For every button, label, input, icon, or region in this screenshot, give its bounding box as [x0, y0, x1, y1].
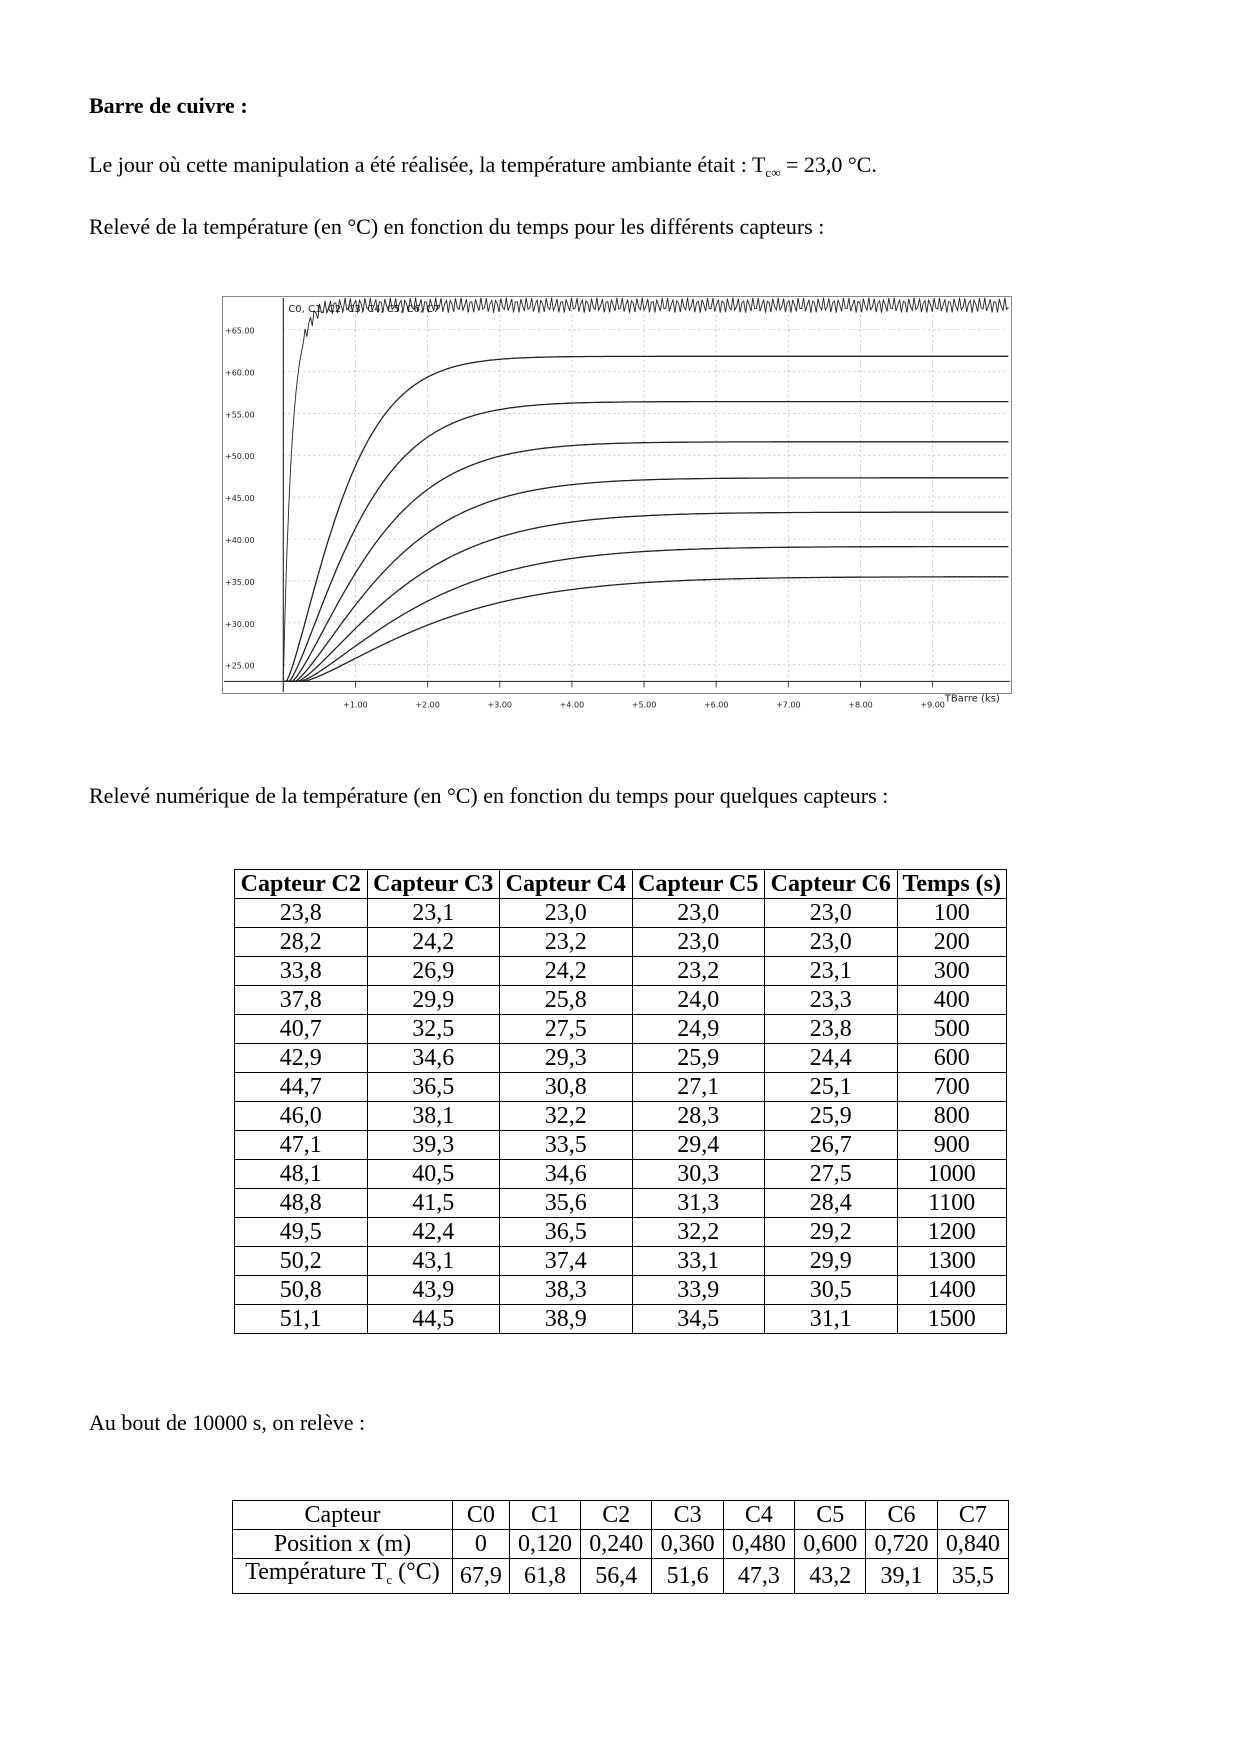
- table1-header-cell: Capteur C6: [765, 870, 898, 899]
- table1-header-cell: Capteur C3: [367, 870, 500, 899]
- table-cell: 38,1: [367, 1102, 500, 1131]
- table-row: [235, 899, 1007, 928]
- position-cell: 0,240: [581, 1530, 652, 1559]
- table-cell: 30,3: [632, 1160, 765, 1189]
- y-tick-label: +45.00: [225, 494, 255, 504]
- table-cell: 39,3: [367, 1131, 500, 1160]
- table-cell: 33,9: [632, 1276, 765, 1305]
- table-cell: 30,8: [500, 1073, 633, 1102]
- position-cell: 0,840: [937, 1530, 1008, 1559]
- table-cell: 46,0: [235, 1102, 368, 1131]
- table-cell: 31,3: [632, 1189, 765, 1218]
- table-cell: 24,2: [500, 957, 633, 986]
- x-tick-label: +8.00: [848, 700, 873, 710]
- table-cell: 800: [897, 1102, 1007, 1131]
- temperature-cell: 47,3: [723, 1559, 794, 1594]
- table2-caption: Au bout de 10000 s, on relève :: [89, 1410, 366, 1435]
- tc-subscript: c∞: [765, 165, 781, 180]
- table-cell: 42,9: [235, 1044, 368, 1073]
- ambient-temperature-sentence: [89, 152, 877, 186]
- table-cell: 34,6: [500, 1160, 633, 1189]
- table-row: [235, 957, 1007, 986]
- x-tick-label: +1.00: [343, 700, 368, 710]
- table-cell: 26,7: [765, 1131, 898, 1160]
- table-cell: 1400: [897, 1276, 1007, 1305]
- table1-header-cell: Capteur C2: [235, 870, 368, 899]
- table-row: [235, 1189, 1007, 1218]
- table-cell: 35,6: [500, 1189, 633, 1218]
- capteur-cell: C7: [937, 1501, 1008, 1530]
- capteur-cell: C1: [509, 1501, 580, 1530]
- table-cell: 23,1: [765, 957, 898, 986]
- table-cell: 33,5: [500, 1131, 633, 1160]
- table-row: [235, 1218, 1007, 1247]
- chart-caption: Relevé de la température (en °C) en fonction du temps pour les différents capteurs :: [89, 214, 825, 239]
- table-cell: 42,4: [367, 1218, 500, 1247]
- table-cell: 1100: [897, 1189, 1007, 1218]
- temperature-cell: 51,6: [652, 1559, 723, 1594]
- x-tick-label: +6.00: [703, 700, 729, 710]
- table-cell: 32,2: [500, 1102, 633, 1131]
- y-tick-label: +35.00: [225, 577, 255, 587]
- table-cell: 49,5: [235, 1218, 368, 1247]
- capteur-cell: C0: [453, 1501, 510, 1530]
- table-cell: 43,9: [367, 1276, 500, 1305]
- capteur-label: Capteur: [233, 1501, 453, 1530]
- y-tick-label: +55.00: [225, 410, 255, 420]
- table-cell: 24,4: [765, 1044, 898, 1073]
- y-tick-label: +30.00: [225, 619, 255, 629]
- temperature-cell: 35,5: [937, 1559, 1008, 1594]
- table-cell: 23,0: [632, 899, 765, 928]
- table-cell: 23,8: [235, 899, 368, 928]
- table-cell: 27,5: [500, 1015, 633, 1044]
- table-cell: 43,1: [367, 1247, 500, 1276]
- capteur-cell: C4: [723, 1501, 794, 1530]
- position-cell: 0,480: [723, 1530, 794, 1559]
- table1-header-cell: Temps (s): [897, 870, 1007, 899]
- table-row: [235, 928, 1007, 957]
- temperature-chart: [222, 296, 1012, 710]
- table-cell: 23,0: [632, 928, 765, 957]
- temperature-cell: 43,2: [795, 1559, 866, 1594]
- table1-header-cell: Capteur C5: [632, 870, 765, 899]
- table-cell: 29,9: [367, 986, 500, 1015]
- y-tick-label: +40.00: [225, 535, 255, 545]
- position-cell: 0,120: [509, 1530, 580, 1559]
- table-cell: 50,8: [235, 1276, 368, 1305]
- table-cell: 23,2: [500, 928, 633, 957]
- table-cell: 27,1: [632, 1073, 765, 1102]
- table-cell: 31,1: [765, 1305, 898, 1334]
- y-tick-label: +50.00: [225, 452, 255, 462]
- table-cell: 25,9: [632, 1044, 765, 1073]
- table-cell: 1200: [897, 1218, 1007, 1247]
- table-row: [235, 1247, 1007, 1276]
- table-cell: 23,8: [765, 1015, 898, 1044]
- table-cell: 44,7: [235, 1073, 368, 1102]
- table-cell: 28,4: [765, 1189, 898, 1218]
- table-cell: 400: [897, 986, 1007, 1015]
- table-cell: 1000: [897, 1160, 1007, 1189]
- tc-symbol: T: [751, 152, 766, 177]
- table-cell: 41,5: [367, 1189, 500, 1218]
- table-cell: 300: [897, 957, 1007, 986]
- table-cell: 100: [897, 899, 1007, 928]
- table-cell: 36,5: [367, 1073, 500, 1102]
- x-tick-label: +5.00: [631, 700, 657, 710]
- position-cell: 0,720: [866, 1530, 937, 1559]
- temperature-cell: 61,8: [509, 1559, 580, 1594]
- position-cell: 0: [453, 1530, 510, 1559]
- table-cell: 24,9: [632, 1015, 765, 1044]
- table1-body: [235, 899, 1007, 1334]
- table-cell: 23,1: [367, 899, 500, 928]
- table-cell: 32,2: [632, 1218, 765, 1247]
- temperature-cell: 56,4: [581, 1559, 652, 1594]
- table2-capteur-row: [233, 1501, 1009, 1530]
- table-cell: 47,1: [235, 1131, 368, 1160]
- sensor-temperature-table: [234, 869, 1007, 1334]
- table-cell: 23,3: [765, 986, 898, 1015]
- table-cell: 23,0: [765, 899, 898, 928]
- table-cell: 500: [897, 1015, 1007, 1044]
- table-cell: 23,0: [765, 928, 898, 957]
- table1-caption: Relevé numérique de la température (en °C) en fonction du temps pour quelques capteurs :: [89, 783, 889, 808]
- x-axis-label: TBarre (ks): [944, 693, 1000, 705]
- temperature-cell: 67,9: [453, 1559, 510, 1594]
- x-tick-label: +3.00: [487, 700, 513, 710]
- table-row: [235, 1102, 1007, 1131]
- table-row: [235, 1276, 1007, 1305]
- chart-svg: [222, 296, 1012, 710]
- table-cell: 24,0: [632, 986, 765, 1015]
- position-cell: 0,360: [652, 1530, 723, 1559]
- table-cell: 40,7: [235, 1015, 368, 1044]
- table-cell: 48,1: [235, 1160, 368, 1189]
- position-cell: 0,600: [795, 1530, 866, 1559]
- table-row: [235, 1160, 1007, 1189]
- temperature-label-main: Température T: [245, 1559, 387, 1585]
- table2-temperature-row: [233, 1559, 1009, 1594]
- table-cell: 200: [897, 928, 1007, 957]
- x-tick-label: +7.00: [776, 700, 801, 710]
- table-cell: 900: [897, 1131, 1007, 1160]
- table-cell: 33,1: [632, 1247, 765, 1276]
- x-tick-label: +4.00: [559, 700, 585, 710]
- capteur-cell: C2: [581, 1501, 652, 1530]
- table-row: [235, 1073, 1007, 1102]
- table-row: [235, 1131, 1007, 1160]
- table-cell: 600: [897, 1044, 1007, 1073]
- table-cell: 23,0: [500, 899, 633, 928]
- table-cell: 28,3: [632, 1102, 765, 1131]
- table-cell: 32,5: [367, 1015, 500, 1044]
- y-tick-label: +60.00: [225, 368, 255, 378]
- temperature-label: [233, 1559, 453, 1594]
- table-row: [235, 1305, 1007, 1334]
- table-row: [235, 1015, 1007, 1044]
- table-cell: 23,2: [632, 957, 765, 986]
- table-cell: 38,9: [500, 1305, 633, 1334]
- table-cell: 29,2: [765, 1218, 898, 1247]
- table-cell: 36,5: [500, 1218, 633, 1247]
- table-cell: 37,8: [235, 986, 368, 1015]
- table-cell: 24,2: [367, 928, 500, 957]
- position-label: Position x (m): [233, 1530, 453, 1559]
- table-cell: 29,9: [765, 1247, 898, 1276]
- table-cell: 40,5: [367, 1160, 500, 1189]
- table-cell: 1500: [897, 1305, 1007, 1334]
- table-cell: 29,4: [632, 1131, 765, 1160]
- table-cell: 700: [897, 1073, 1007, 1102]
- capteur-cell: C6: [866, 1501, 937, 1530]
- table-cell: 26,9: [367, 957, 500, 986]
- capteur-cell: C3: [652, 1501, 723, 1530]
- table-cell: 48,8: [235, 1189, 368, 1218]
- table-cell: 34,5: [632, 1305, 765, 1334]
- table-cell: 25,8: [500, 986, 633, 1015]
- temperature-label-sub: c: [386, 1572, 393, 1587]
- intro-text-before: Le jour où cette manipulation a été réalisée, la température ambiante était :: [89, 152, 752, 177]
- chart-title: C0, C1, C2, C3, C4, C5, C6, C7: [288, 304, 440, 315]
- y-tick-label: +65.00: [225, 326, 255, 336]
- intro-text-after: = 23,0 °C.: [780, 152, 877, 177]
- table-cell: 1300: [897, 1247, 1007, 1276]
- x-tick-label: +2.00: [415, 700, 440, 710]
- temperature-label-unit: (°C): [392, 1559, 440, 1585]
- table2-position-row: [233, 1530, 1009, 1559]
- table-cell: 30,5: [765, 1276, 898, 1305]
- table-cell: 51,1: [235, 1305, 368, 1334]
- page-heading: Barre de cuivre :: [89, 93, 248, 118]
- table-cell: 50,2: [235, 1247, 368, 1276]
- table-cell: 27,5: [765, 1160, 898, 1189]
- table-cell: 44,5: [367, 1305, 500, 1334]
- table1-header-row: [235, 870, 1007, 899]
- capteur-cell: C5: [795, 1501, 866, 1530]
- table-cell: 38,3: [500, 1276, 633, 1305]
- final-temperature-table: [232, 1500, 1009, 1594]
- table1-header-cell: Capteur C4: [500, 870, 633, 899]
- table-cell: 25,9: [765, 1102, 898, 1131]
- table-cell: 37,4: [500, 1247, 633, 1276]
- x-tick-label: +9.00: [920, 700, 945, 710]
- table-row: [235, 1044, 1007, 1073]
- table-cell: 25,1: [765, 1073, 898, 1102]
- table-cell: 28,2: [235, 928, 368, 957]
- y-tick-label: +25.00: [225, 661, 255, 671]
- table-row: [235, 986, 1007, 1015]
- table-cell: 33,8: [235, 957, 368, 986]
- table-cell: 34,6: [367, 1044, 500, 1073]
- table-cell: 29,3: [500, 1044, 633, 1073]
- temperature-cell: 39,1: [866, 1559, 937, 1594]
